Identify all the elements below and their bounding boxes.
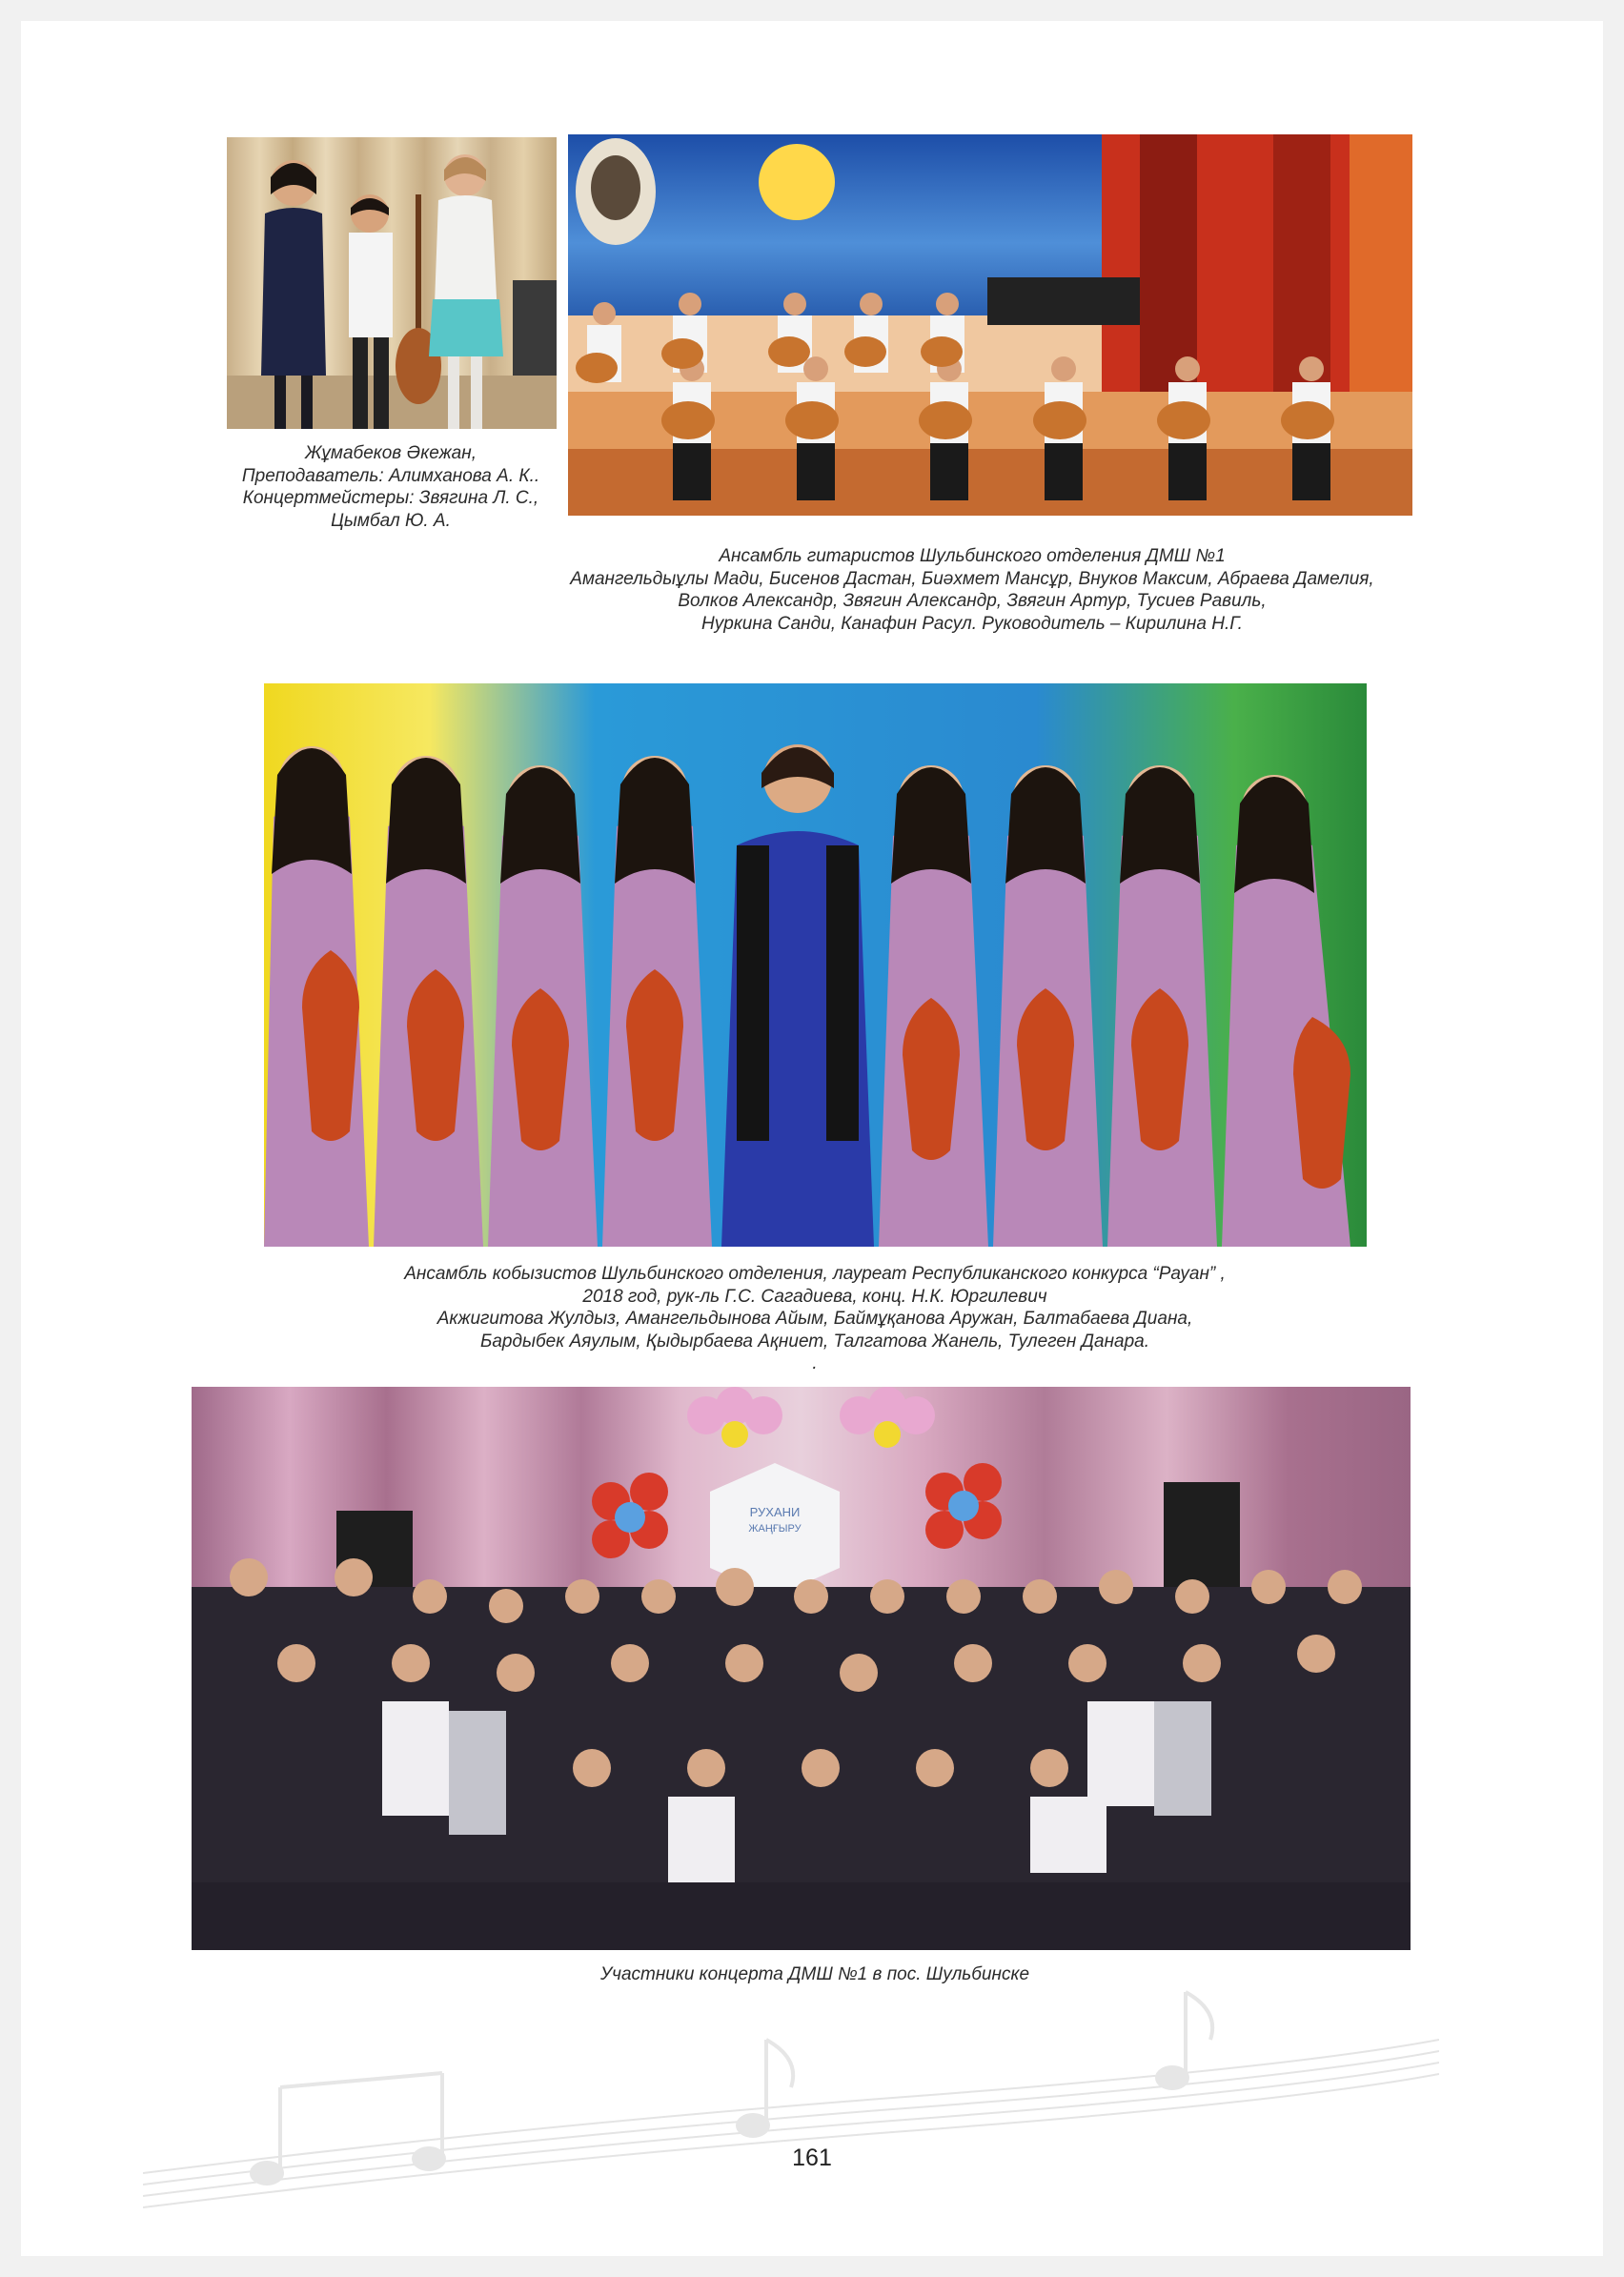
caption-dombra-student (191, 442, 591, 532)
caption-line: Акжигитова Жулдыз, Амангельдынова Айым, Баймұқанова Аружан, Балтабаева Диана, (436, 1309, 1193, 1329)
caption-line: 2018 год, рук-ль Г.С. Сагадиева, конц. Н.К. Юргилевич (582, 1286, 1047, 1307)
caption-line: Концертмейстеры: Звягина Л. С., (242, 488, 539, 508)
photo-guitar-ensemble (568, 134, 1412, 516)
caption-line: Амангельдыұлы Мади, Бисенов Дастан, Биәхмет Мансұр, Внуков Максим, Абраева Дамелия, (570, 568, 1374, 589)
caption-kobyz-ensemble (305, 1263, 1325, 1375)
banner-text-line: РУХАНИ (749, 1505, 801, 1519)
photo-concert-participants (192, 1387, 1411, 1950)
music-staff-decoration (143, 1982, 1439, 2211)
caption-line: Жұмабеков Әкежан, (305, 443, 477, 463)
caption-line: Волков Александр, Звягин Александр, Звягин Артур, Тусиев Равиль, (678, 591, 1267, 611)
banner-text-line: ЖАҢҒЫРУ (748, 1523, 802, 1535)
caption-guitar-ensemble (496, 545, 1449, 635)
photo-kobyz-ensemble (264, 683, 1367, 1247)
caption-line: Преподаватель: Алимханова А. К.. (241, 465, 540, 486)
caption-line: Участники концерта ДМШ №1 в пос. Шульбинске (599, 1964, 1030, 1984)
caption-line: Ансамбль кобызистов Шульбинского отделения, лауреат Республиканского конкурса “Рауан” , (404, 1264, 1226, 1284)
page-number: 161 (792, 2145, 832, 2171)
caption-line: Цымбал Ю. А. (331, 510, 451, 531)
caption-line: Бардыбек Аяулым, Қыдырбаева Ақниет, Талгатова Жанель, Тулеген Данара. (480, 1331, 1149, 1352)
caption-line: Нуркина Санди, Канафин Расул. Руководитель – Кирилина Н.Г. (701, 613, 1243, 634)
caption-line: . (812, 1353, 818, 1373)
photo-dombra-student (227, 137, 557, 429)
caption-line: Ансамбль гитаристов Шульбинского отделения ДМШ №1 (719, 546, 1226, 566)
